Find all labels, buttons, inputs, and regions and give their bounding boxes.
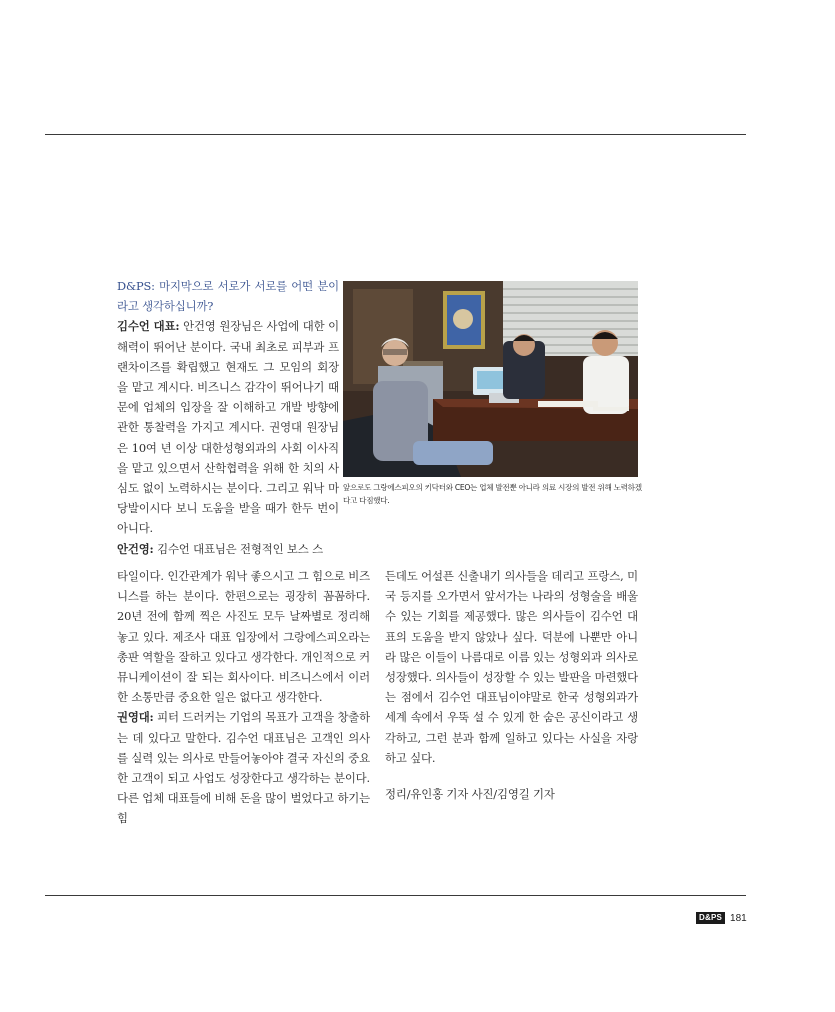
- top-rule: [45, 134, 746, 135]
- answer-ahn-start: [117, 539, 339, 559]
- answer-kwon-text: 피터 드러커는 기업의 목표가 고객을 창출하는 데 있다고 말한다. 김수언 대표님은 고객인 의사를 실력 있는 의사로 만들어놓아야 결국 자신의 중요한 고객이 되고 사업도 성장한다고 생각하는 분이다. 다른 업체 대표들에 비해 돈을 많이 벌었다고 하기는 힘: [117, 710, 370, 826]
- interview-photo: [343, 281, 638, 477]
- bottom-rule: [45, 895, 746, 896]
- answer-kwon: [117, 707, 370, 828]
- interview-question: D&PS: 마지막으로 서로가 서로를 어떤 분이라고 생각하십니까?: [117, 279, 339, 314]
- text-column-left-bottom: [117, 566, 370, 829]
- speaker-ahn: 안건영:: [117, 541, 154, 556]
- speaker-kim: 김수언 대표:: [117, 319, 180, 334]
- article-credit: 정리/유인홍 기자 사진/김영길 기자: [385, 787, 555, 802]
- interview-photo-illustration: [343, 281, 638, 477]
- answer-kwon-continued: 든데도 어설픈 신출내기 의사들을 데리고 프랑스, 미국 등지를 오가면서 앞서가는 나라의 성형술을 배울 수 있는 기회를 제공했다. 많은 의사들이 김수언 대표의 도움을 받지 않았나 싶다. 덕분에 나뿐만 아니라 많은 이들이 나름대로 이름 있는 성형외과 의사로 성장했다. 의사들이 성장할 수 있는 발판을 마련했다는 점에서 김수언 대표님이야말로 한국 성형외과가 세계 속에서 우뚝 설 수 있게 한 숨은 공신이라고 생각하고, 그런 분과 함께 일하고 있다는 사실을 자랑하고 싶다.: [385, 569, 638, 765]
- answer-kim: [117, 316, 339, 538]
- answer-ahn-continued: 타일이다. 인간관계가 워낙 좋으시고 그 힘으로 비즈니스를 하는 분이다. 한편으로는 굉장히 꼼꼼하다. 20년 전에 함께 찍은 사진도 모두 날짜별로 정리해 놓고 있다. 제조사 대표 입장에서 그랑에스피오라는 총판 역할을 잘하고 있다고 생각한다. 개인적으로 커뮤니케이션이 잘 되는 회사이다. 비즈니스에서 이러한 소통만큼 중요한 일은 없다고 생각한다.: [117, 569, 370, 705]
- text-column-left-top: [117, 276, 339, 559]
- page-number: 181: [730, 912, 747, 924]
- answer-ahn-text-start: 김수언 대표님은 전형적인 보스 스: [153, 541, 323, 556]
- answer-kim-text: 안건영 원장님은 사업에 대한 이해력이 뛰어난 분이다. 국내 최초로 피부과 프랜차이즈를 확립했고 현재도 그 모임의 회장을 맡고 계시다. 비즈니스 감각이 뛰어나기 때문에 업체의 입장을 잘 이해하고 개발 방향에 관한 통찰력을 가지고 계시다. 권영대 원장님은 10여 년 이상 대한성형외과의 사회 이사직을 맡고 있으면서 산학협력을 위해 한 치의 사심도 없이 노력하시는 분이다. 그리고 워낙 마당발이시다 보니 도움을 받을 때가 한두 번이 아니다.: [117, 319, 339, 536]
- speaker-kwon: 권영대:: [117, 710, 154, 725]
- page-footer: [696, 912, 747, 924]
- photo-caption: 앞으로도 그랑에스피오의 키닥터와 CEO는 업체 발전뿐 아니라 의료 시장의 발전 위해 노력하겠다고 다짐했다.: [343, 483, 642, 505]
- text-column-right: [385, 566, 638, 804]
- dps-logo: D&PS: [696, 912, 725, 924]
